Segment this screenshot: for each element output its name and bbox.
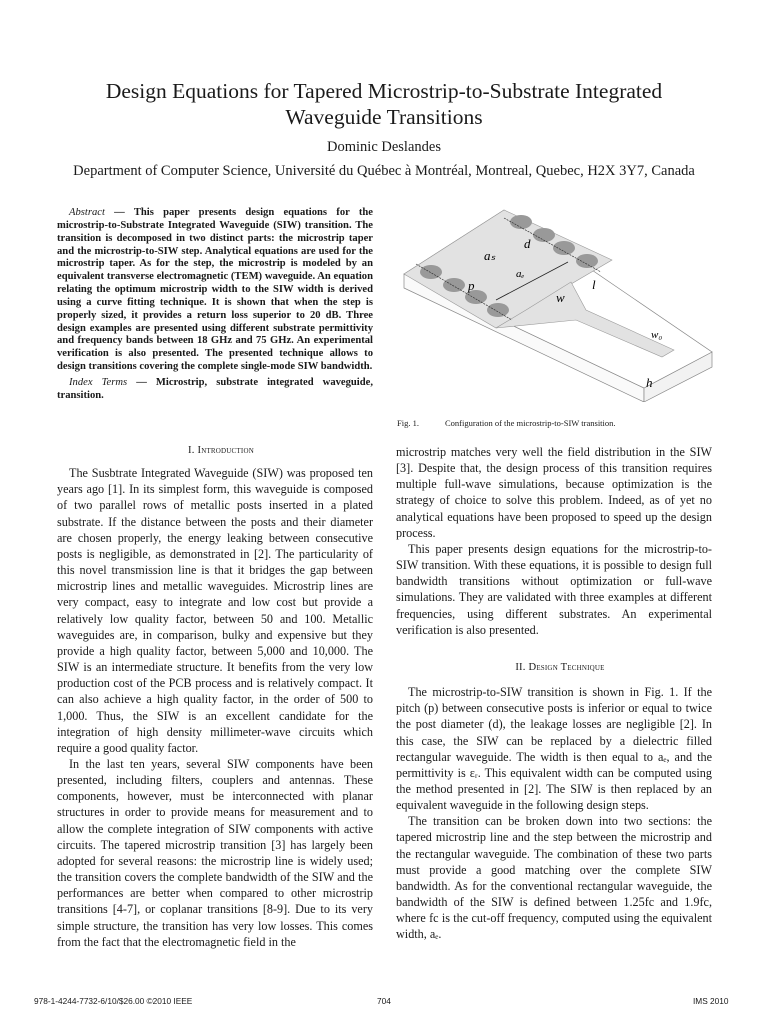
section-1-heading: I. Introduction xyxy=(188,445,254,456)
caption-text: Configuration of the microstrip-to-SIW transition. xyxy=(445,418,616,428)
label-w: w xyxy=(556,290,565,305)
abstract xyxy=(57,207,373,406)
label-p: p xyxy=(468,278,475,293)
body-paragraph: In the last ten years, several SIW components have been presented, including filters, couplers and antennas. These components, however, must be interconnected with planar structures in order to provide means for measurement and to allow the complete integration of SIW components with active circuits. The tapered microstrip transition [3] has largely been adopted for several reasons: the microstrip line is widely used; the transition covers the complete bandwidth of the SIW and the performances are better when compared to other microstrip transitions [4-7], or coplanar transitions [8-9]. Due to its very simple structure, the transition has very low losses. This comes from the fact that the electromagnetic field in the xyxy=(57,756,373,949)
index-terms-text: — Microstrip, substrate integrated waveguide, transition. xyxy=(57,376,373,401)
footer-page-number: 704 xyxy=(377,996,391,1006)
body-paragraph: The transition can be broken down into two sections: the tapered microstrip line and the step between the microstrip and the rectangular waveguide. The combination of these two parts must provide a good matching over the complete SIW bandwidth. As for the conventional rectangular waveguide, the bandwidth of the SIW is defined between 1.25fc and 1.9fc, where fc is the cut-off frequency, computed using the equivalent width, aₑ. xyxy=(396,814,712,942)
index-terms-label: Index Terms xyxy=(69,376,128,388)
footer-copyright: 978-1-4244-7732-6/10/$26.00 ©2010 IEEE xyxy=(34,996,193,1006)
abstract-paragraph xyxy=(57,207,373,374)
title-line-1: Design Equations for Tapered Microstrip-to-Substrate Integrated xyxy=(105,79,663,103)
label-w0: w₀ xyxy=(651,329,663,341)
abstract-label: Abstract xyxy=(69,207,105,218)
label-h: h xyxy=(646,375,653,390)
figure-siw-transition xyxy=(396,202,716,402)
title-line-2: Waveguide Transitions xyxy=(285,105,483,129)
paper-title xyxy=(0,78,768,130)
affiliation: Department of Computer Science, Université du Québec à Montréal, Montreal, Quebec, H2X 3Y7, Canada xyxy=(73,163,695,179)
author: Dominic Deslandes xyxy=(327,139,441,155)
figure-caption xyxy=(397,418,616,428)
body-paragraph: The microstrip-to-SIW transition is shown in Fig. 1. If the pitch (p) between consecutive posts is inferior or equal to twice the post diameter (d), the leakage losses are negligible [2]. In this case, the SIW can be replaced by a dielectric filled rectangular waveguide. The width is then equal to aₑ, and the permittivity is εᵣ. This equivalent width can be computed using the method presented in [2]. The SIW is then replaced by an equivalent waveguide in the following design steps. xyxy=(396,685,712,813)
abstract-text: — This paper presents design equations for the microstrip-to-Substrate Integrated Waveguide (SIW) transition. The transition is decomposed in two distinct parts: the microstrip taper and the microstrip-to-SIW step. Analytical equations are used for the microstrip taper. As for the step, the microstrip is modeled by an equivalent transverse electromagnetic (TEM) waveguide. An equation relating the optimum microstrip width to the SIW width is derived using a curve fitting technique. It is shown that when the step is properly sized, it provides a return loss superior to 20 dB. Three design examples are presented using different substrate permittivity and frequency bands between 18 GHz and 75 GHz. An experimental verification is also presented. The presented technique allows to design transitions covering the complete single-mode SIW bandwidth. xyxy=(57,207,373,373)
body-paragraph: The Susbtrate Integrated Waveguide (SIW) was proposed ten years ago [1]. In its simplest form, this waveguide is composed of two parallel rows of metallic posts inserted in a plated substrate. If the distance between the posts and their diameter are chosen properly, the energy leaking between consecutive posts is negligible, as demonstrated in [2]. The particularity of this novel transmission line is that it bridges the gap between microstrip lines and metallic waveguides. Microstrip lines are very compact, easy to integrate and low cost but provide a relatively low quality factor, between 50 and 100. Metallic waveguides are, in comparison, bulky and expensive but they provide a high quality factor, between 5,000 and 10,000. The SIW is an intermediate structure. It benefits from the very low production cost of the PCB process and is relatively compact. It can also achieve a high quality factor, in the order of 500 to 1,000. Thus, the SIW is an excellent candidate for the integration of high density millimeter-wave circuits which require a good quality factor. xyxy=(57,466,373,755)
right-column xyxy=(396,444,712,943)
index-terms xyxy=(57,377,373,403)
body-paragraph: microstrip matches very well the field distribution in the SIW [3]. Despite that, the design process of this transition requires multiple full-wave simulations, because optimization is the strategy of choice to solve this problem. Indeed, as of yet no analytical equations have been proposed to speed up the design process. xyxy=(396,445,712,540)
label-d: d xyxy=(524,236,531,251)
label-as: aₛ xyxy=(484,248,496,263)
footer-conference: IMS 2010 xyxy=(693,996,729,1006)
body-paragraph: This paper presents design equations for the microstrip-to-SIW transition. With these equations, it is possible to design full bandwidth transitions without optimization or full-wave simulations. They are validated with three examples at different frequencies, using different substrates. An experimental verification is also presented. xyxy=(396,541,712,637)
section-2-heading: II. Design Technique xyxy=(515,661,605,673)
label-ae: aₑ xyxy=(516,268,525,280)
caption-number: Fig. 1. xyxy=(397,418,419,428)
left-column xyxy=(57,443,373,950)
label-l: l xyxy=(592,277,596,292)
